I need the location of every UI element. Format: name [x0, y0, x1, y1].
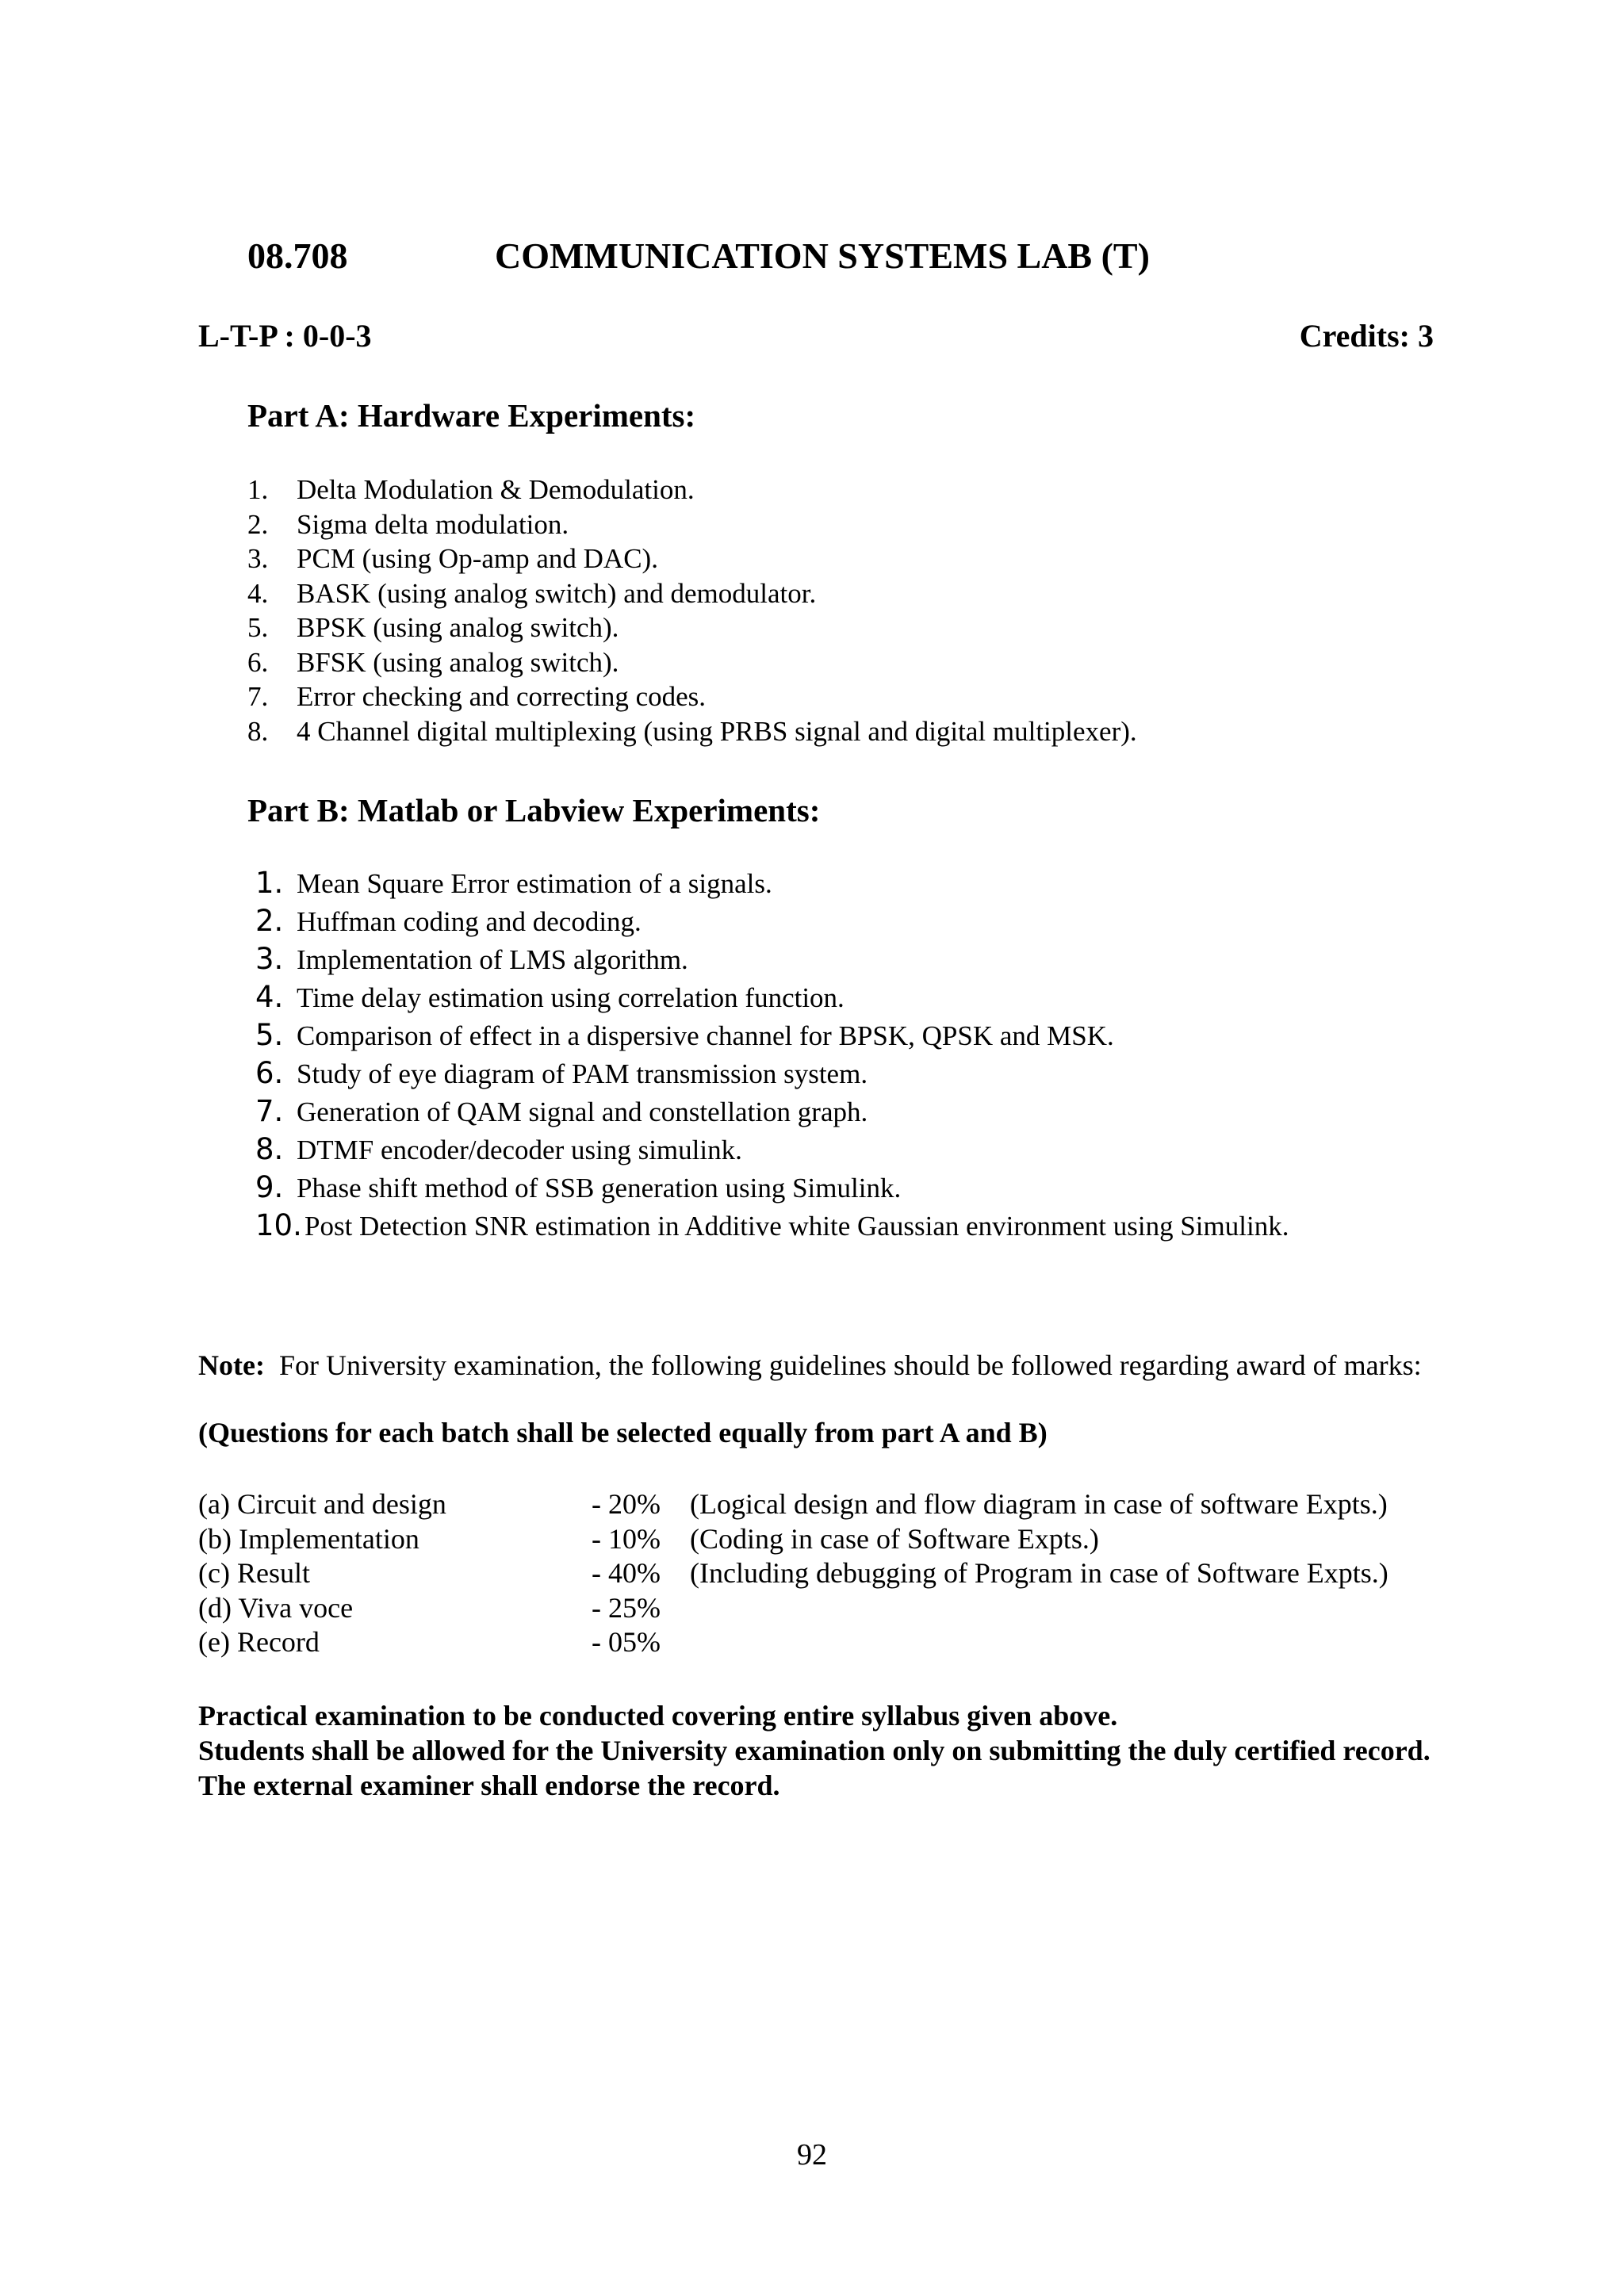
- list-number: 6.: [255, 1056, 284, 1090]
- list-number: 1.: [247, 474, 269, 505]
- part-a-heading: Part A: Hardware Experiments:: [247, 397, 696, 434]
- list-text: Implementation of LMS algorithm.: [297, 944, 688, 975]
- list-text: Phase shift method of SSB generation using Simulink.: [297, 1173, 902, 1203]
- list-item: [247, 473, 1137, 507]
- final-line-2: Students shall be allowed for the University examination only on submitting the duly certified record. The external examiner shall endorse the record.: [198, 1735, 1431, 1801]
- part-a-list: [247, 473, 1137, 748]
- mark-percent: - 10%: [592, 1522, 661, 1555]
- list-text: Generation of QAM signal and constellation graph.: [297, 1096, 868, 1127]
- note-text: For University examination, the following guidelines should be followed regarding award of marks:: [278, 1349, 1422, 1381]
- list-item: [247, 541, 1137, 576]
- list-item: [255, 902, 1289, 940]
- final-instructions: [198, 1698, 1451, 1803]
- list-number: 5.: [247, 612, 269, 643]
- list-number: 6.: [247, 646, 269, 678]
- table-row: [198, 1625, 1388, 1660]
- table-row: [198, 1522, 1388, 1557]
- list-text: Huffman coding and decoding.: [297, 906, 642, 937]
- list-number: 7.: [247, 681, 269, 712]
- list-text: PCM (using Op-amp and DAC).: [297, 543, 658, 574]
- list-item: [247, 645, 1137, 680]
- mark-item: (a) Circuit and design: [198, 1488, 446, 1520]
- list-item: [255, 1207, 1289, 1245]
- list-item: [255, 864, 1289, 902]
- final-line-1: Practical examination to be conducted covering entire syllabus given above.: [198, 1700, 1118, 1732]
- list-number: 3.: [247, 543, 269, 574]
- table-row: [198, 1591, 1388, 1626]
- list-text: DTMF encoder/decoder using simulink.: [297, 1135, 742, 1165]
- table-row: [198, 1556, 1388, 1591]
- list-text: Comparison of effect in a dispersive channel for BPSK, QPSK and MSK.: [297, 1020, 1114, 1051]
- list-number: 2.: [255, 904, 284, 938]
- list-item: [255, 1093, 1289, 1131]
- mark-item: (d) Viva voce: [198, 1591, 354, 1624]
- list-text: Delta Modulation & Demodulation.: [297, 474, 695, 505]
- part-b-heading: Part B: Matlab or Labview Experiments:: [247, 792, 821, 828]
- mark-item: (c) Result: [198, 1557, 310, 1589]
- list-number: 4.: [247, 577, 269, 609]
- list-number: 7.: [255, 1094, 284, 1128]
- list-text: Time delay estimation using correlation function.: [297, 982, 845, 1013]
- mark-remark: (Including debugging of Program in case of Software Expts.): [690, 1557, 1388, 1589]
- list-number: 10.: [255, 1208, 302, 1242]
- list-text: Study of eye diagram of PAM transmission system.: [297, 1058, 868, 1089]
- list-item: [247, 507, 1137, 542]
- credits-label: Credits: 3: [1299, 318, 1434, 354]
- list-number: 2.: [247, 508, 269, 540]
- list-text: Error checking and correcting codes.: [297, 681, 707, 712]
- list-number: 3.: [255, 942, 284, 976]
- list-item: [255, 940, 1289, 978]
- list-item: [255, 1169, 1289, 1207]
- list-text: 4 Channel digital multiplexing (using PRBS signal and digital multiplexer).: [297, 715, 1137, 747]
- list-number: 4.: [255, 980, 284, 1014]
- list-item: [255, 1054, 1289, 1093]
- mark-item: (e) Record: [198, 1626, 320, 1658]
- course-title: COMMUNICATION SYSTEMS LAB (T): [495, 235, 1150, 276]
- list-text: BPSK (using analog switch).: [297, 612, 619, 643]
- list-text: Mean Square Error estimation of a signals.: [297, 868, 772, 899]
- mark-remark: (Logical design and flow diagram in case of software Expts.): [690, 1488, 1388, 1520]
- list-number: 9.: [255, 1170, 284, 1204]
- list-text: Post Detection SNR estimation in Additive white Gaussian environment using Simulink.: [304, 1211, 1289, 1242]
- list-number: 1.: [255, 866, 284, 900]
- list-number: 8.: [247, 715, 269, 747]
- note-paragraph: [198, 1348, 1435, 1383]
- list-item: [255, 978, 1289, 1016]
- page-number: 92: [797, 2138, 827, 2172]
- list-number: 5.: [255, 1018, 284, 1052]
- marks-table: [198, 1487, 1388, 1660]
- list-text: BASK (using analog switch) and demodulator.: [297, 577, 817, 609]
- list-item: [247, 714, 1137, 749]
- mark-percent: - 40%: [592, 1557, 661, 1589]
- note-label: Note:: [198, 1349, 265, 1381]
- mark-percent: - 25%: [592, 1591, 661, 1624]
- mark-remark: (Coding in case of Software Expts.): [690, 1522, 1099, 1555]
- mark-item: (b) Implementation: [198, 1522, 419, 1555]
- note-bold-line: (Questions for each batch shall be selected equally from part A and B): [198, 1417, 1048, 1448]
- list-number: 8.: [255, 1132, 284, 1166]
- list-item: [247, 576, 1137, 611]
- list-item: [255, 1016, 1289, 1054]
- list-item: [255, 1131, 1289, 1169]
- table-row: [198, 1487, 1388, 1522]
- list-text: BFSK (using analog switch).: [297, 646, 619, 678]
- mark-percent: - 05%: [592, 1626, 661, 1658]
- list-item: [247, 679, 1137, 714]
- ltp-label: L-T-P : 0-0-3: [198, 318, 372, 354]
- part-b-list: [255, 864, 1289, 1245]
- list-text: Sigma delta modulation.: [297, 508, 569, 540]
- mark-percent: - 20%: [592, 1488, 661, 1520]
- list-item: [247, 610, 1137, 645]
- course-code: 08.708: [247, 235, 348, 276]
